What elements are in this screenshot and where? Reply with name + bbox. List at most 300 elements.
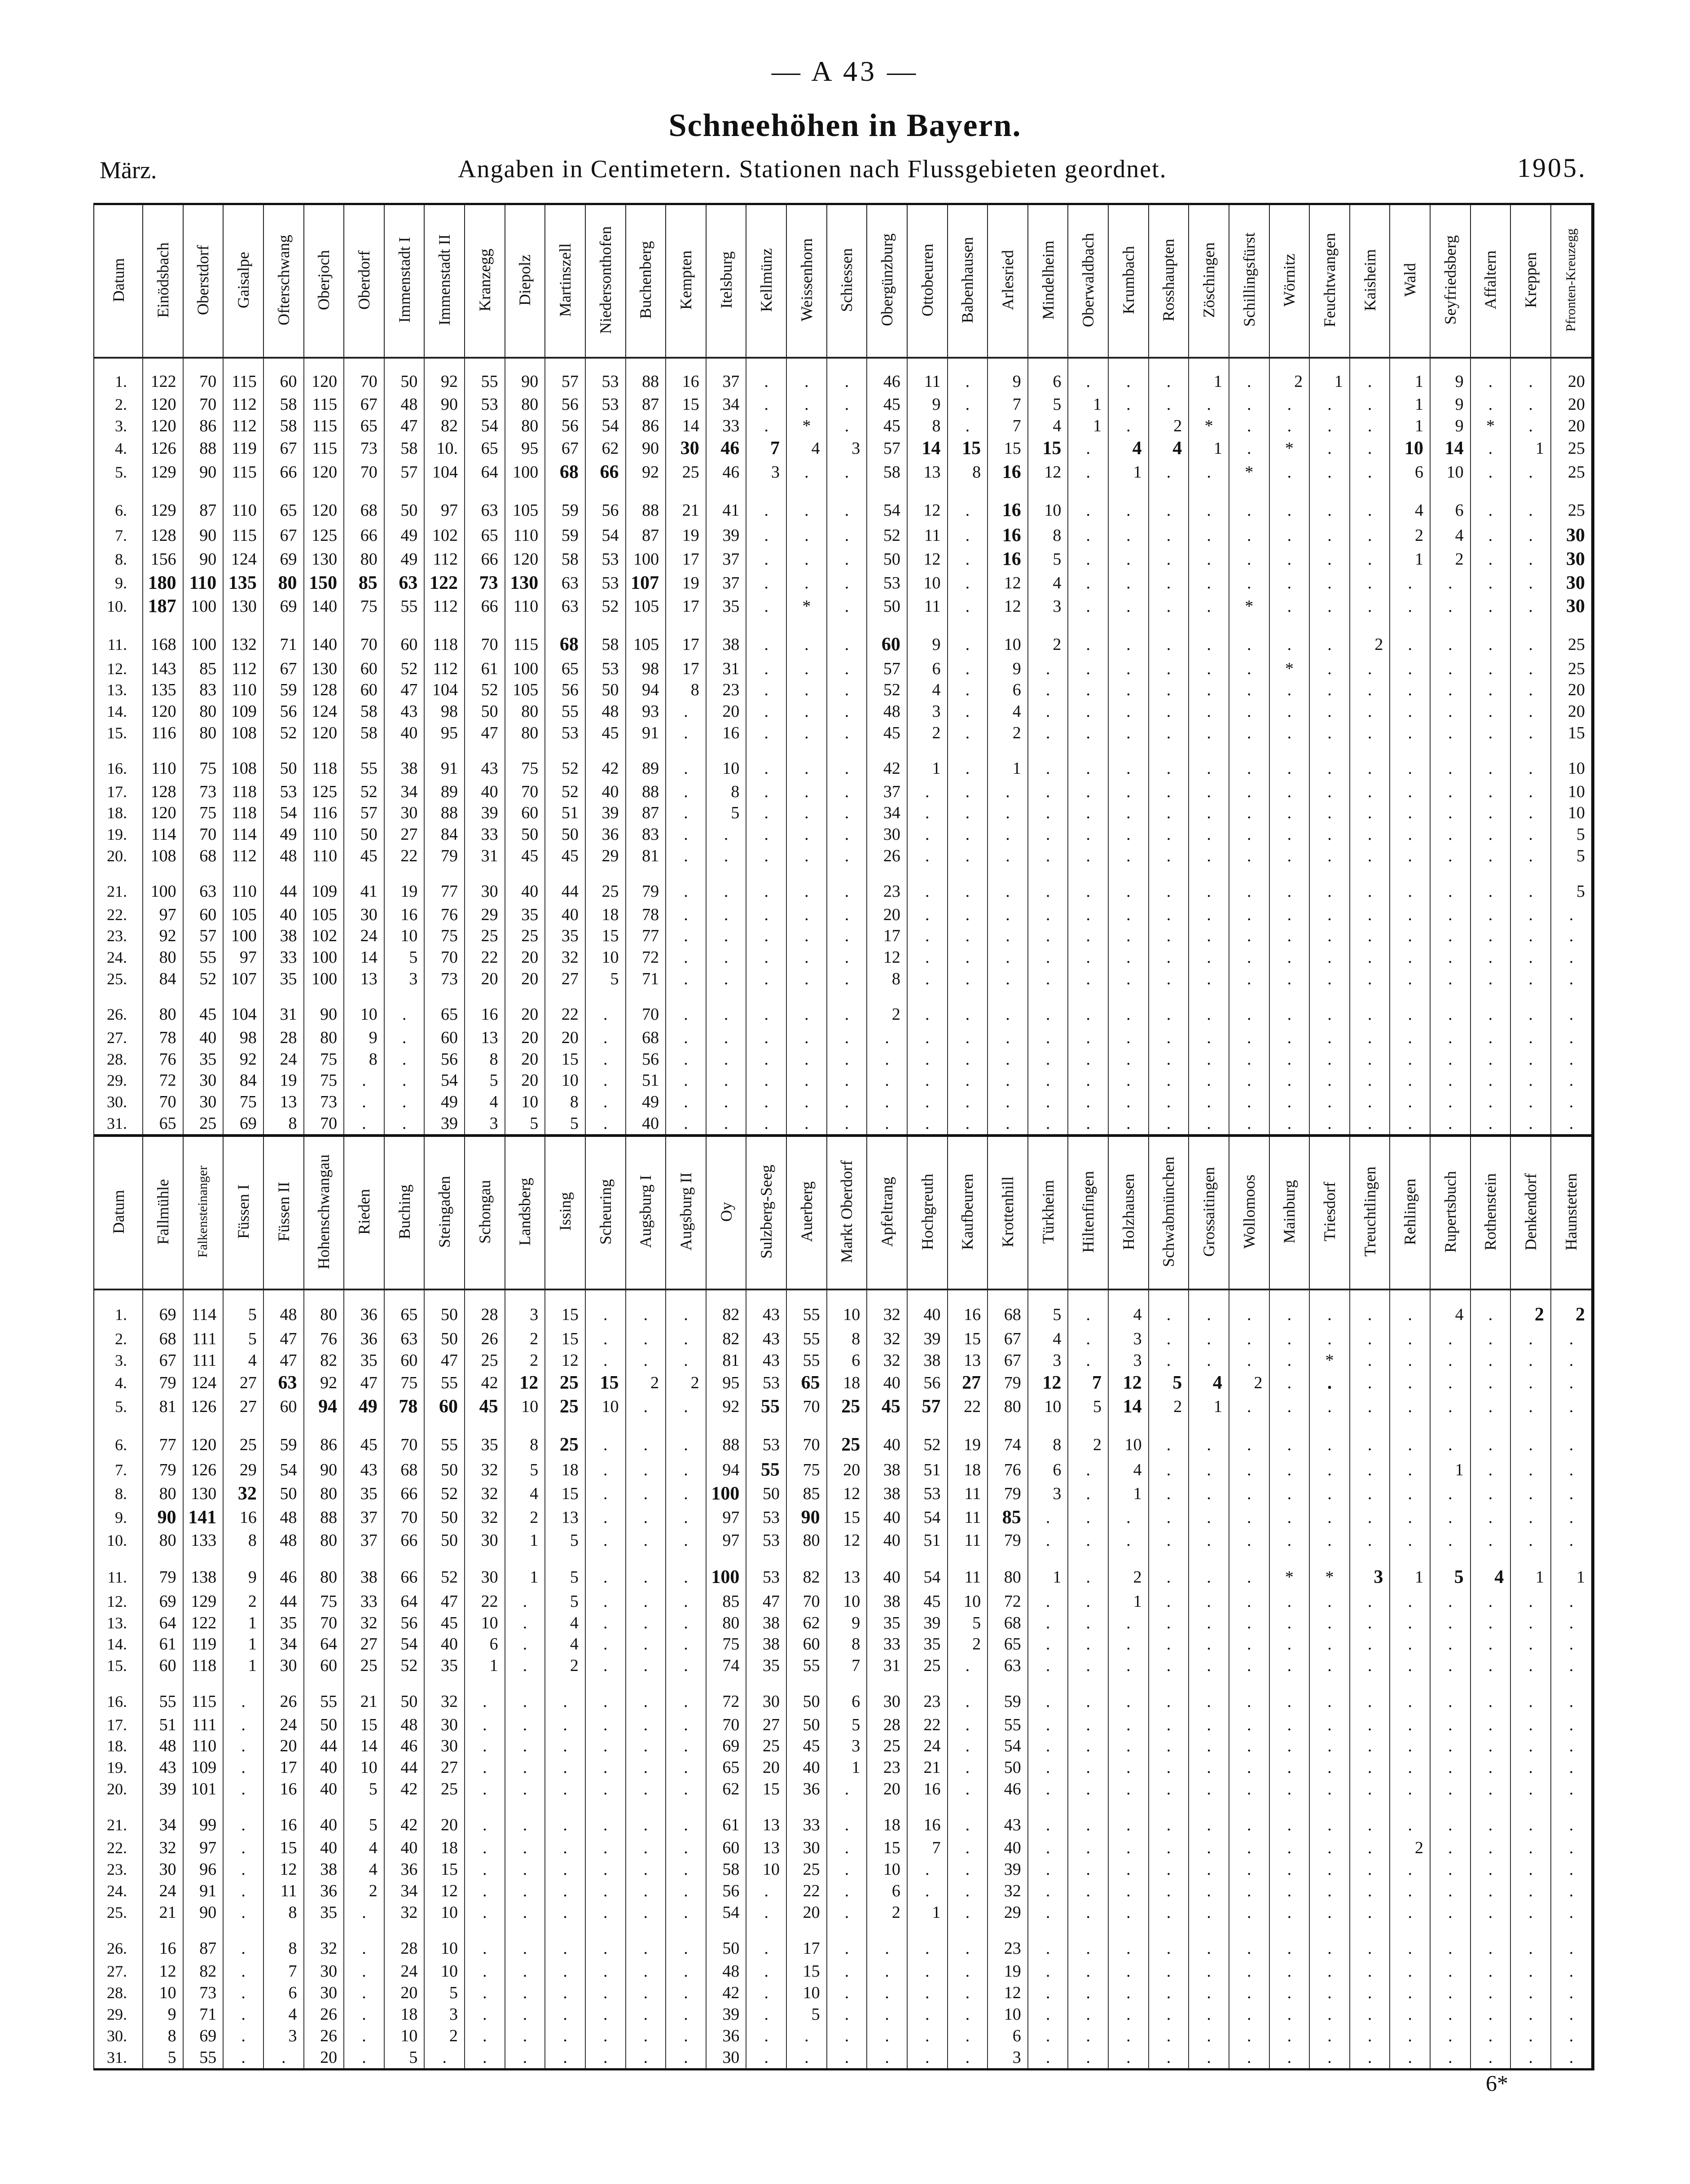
value-cell: 70 — [505, 781, 545, 803]
value-cell: . — [1068, 845, 1108, 867]
value-cell: . — [1269, 990, 1310, 1027]
value-cell: 63 — [545, 571, 585, 595]
value-cell: 22 — [907, 1714, 948, 1736]
value-cell: . — [827, 1070, 867, 1091]
value-cell: 1 — [1068, 415, 1108, 437]
value-cell: . — [1309, 1458, 1350, 1482]
value-cell: 53 — [746, 1418, 786, 1458]
value-cell: . — [988, 1113, 1028, 1134]
value-cell: . — [505, 1714, 545, 1736]
value-cell: . — [1028, 1048, 1068, 1070]
value-cell: . — [1189, 1902, 1229, 1923]
value-cell: 51 — [907, 1458, 948, 1482]
value-cell: . — [505, 1757, 545, 1778]
value-cell: . — [1430, 571, 1471, 595]
value-cell: . — [1350, 1800, 1390, 1837]
value-cell: . — [1510, 1530, 1551, 1551]
value-cell: . — [1510, 2004, 1551, 2025]
value-cell: . — [706, 1113, 746, 1134]
value-cell: 56 — [706, 1880, 746, 1902]
value-cell: . — [666, 1591, 706, 1612]
value-cell: 47 — [384, 680, 425, 701]
value-cell: . — [585, 1328, 626, 1350]
value-cell: . — [1430, 1506, 1471, 1530]
value-cell: . — [1350, 1655, 1390, 1676]
station-name: Kellmünz — [757, 248, 776, 312]
value-cell: 60 — [304, 1655, 344, 1676]
value-cell: 15 — [948, 1328, 988, 1350]
value-cell: . — [1108, 1923, 1149, 1960]
table-row — [94, 1350, 1591, 1371]
value-cell: . — [1390, 1027, 1430, 1048]
value-cell: . — [1229, 547, 1269, 571]
station-name: Rehlingen — [1401, 1178, 1419, 1245]
value-cell: 21 — [344, 1676, 384, 1714]
value-cell: . — [1149, 781, 1189, 803]
value-cell: 5 — [344, 1800, 384, 1837]
value-cell: . — [907, 1960, 948, 1982]
value-cell: . — [1269, 2025, 1310, 2047]
value-cell: 17 — [666, 595, 706, 618]
value-cell: 58 — [384, 437, 425, 460]
table-row — [94, 1328, 1591, 1350]
station-name: Immenstadt II — [435, 234, 454, 325]
value-cell: 29 — [465, 904, 505, 925]
value-cell: 30 — [1551, 571, 1591, 595]
value-cell: 75 — [304, 1070, 344, 1091]
date-cell: 16. — [107, 759, 127, 778]
value-cell: 80 — [143, 1530, 183, 1551]
value-cell: . — [1551, 1506, 1591, 1530]
value-cell: . — [948, 1027, 988, 1048]
value-cell: 19 — [948, 1418, 988, 1458]
value-cell: 49 — [344, 1395, 384, 1419]
date-cell: 28. — [107, 1050, 127, 1068]
value-cell: 85 — [183, 658, 224, 680]
value-cell: . — [1189, 1880, 1229, 1902]
value-cell: 80 — [183, 701, 224, 722]
value-cell: . — [867, 2047, 907, 2068]
station-column-header — [1471, 205, 1511, 358]
value-cell: . — [626, 1837, 666, 1859]
value-cell: 3 — [1108, 1328, 1149, 1350]
date-cell: 16. — [107, 1692, 127, 1710]
value-cell: . — [1510, 1482, 1551, 1506]
station-column-header — [666, 205, 706, 358]
value-cell: . — [786, 1070, 827, 1091]
value-cell: 43 — [384, 701, 425, 722]
value-cell: . — [1149, 1800, 1189, 1837]
value-cell: 5 — [585, 968, 626, 990]
value-cell: 12 — [867, 947, 907, 968]
value-cell: . — [1551, 1735, 1591, 1757]
station-column-header — [505, 205, 545, 358]
station-column-header — [626, 1137, 666, 1289]
value-cell: . — [1551, 1714, 1591, 1736]
value-cell: . — [585, 1048, 626, 1070]
value-cell: 100 — [143, 867, 183, 904]
value-cell: 49 — [263, 824, 304, 845]
value-cell: . — [1269, 1902, 1310, 1923]
value-cell: 5 — [1068, 1395, 1108, 1419]
station-name: Buching — [395, 1184, 413, 1239]
value-cell: . — [1350, 925, 1390, 947]
value-cell: . — [907, 1880, 948, 1902]
value-cell: . — [827, 845, 867, 867]
value-cell: 36 — [344, 1289, 384, 1328]
value-cell: . — [1068, 1778, 1108, 1800]
value-cell: 4 — [1189, 1371, 1229, 1395]
value-cell: . — [1269, 1482, 1310, 1506]
value-cell: . — [1068, 1091, 1108, 1113]
value-cell: 8 — [666, 680, 706, 701]
value-cell: 4 — [545, 1612, 585, 1634]
value-cell: 100 — [304, 947, 344, 968]
value-cell: . — [626, 1328, 666, 1350]
value-cell: . — [1068, 781, 1108, 803]
value-cell: 22 — [786, 1880, 827, 1902]
value-cell: 15 — [585, 1371, 626, 1395]
value-cell: 8 — [263, 1113, 304, 1134]
value-cell: 4 — [907, 680, 948, 701]
value-cell: 105 — [505, 680, 545, 701]
value-cell: . — [1350, 1880, 1390, 1902]
value-cell: . — [1028, 1091, 1068, 1113]
value-cell: 64 — [304, 1634, 344, 1655]
value-cell: 21 — [666, 484, 706, 524]
value-cell: . — [1269, 1289, 1310, 1328]
value-cell: . — [1471, 968, 1511, 990]
value-cell: 5 — [1028, 1289, 1068, 1328]
value-cell: . — [1309, 524, 1350, 548]
value-cell: . — [827, 824, 867, 845]
value-cell: . — [786, 1048, 827, 1070]
value-cell: 45 — [465, 1395, 505, 1419]
value-cell: 30 — [465, 1530, 505, 1551]
value-cell: . — [1471, 1982, 1511, 2004]
value-cell: 5 — [424, 1982, 465, 2004]
table-row — [94, 1837, 1591, 1859]
value-cell: . — [1269, 1676, 1310, 1714]
value-cell: 10 — [827, 1591, 867, 1612]
value-cell: 8 — [263, 1902, 304, 1923]
value-cell: 48 — [867, 701, 907, 722]
value-cell: 100 — [626, 547, 666, 571]
value-cell: 10 — [1028, 1395, 1068, 1419]
value-cell: 57 — [384, 460, 425, 484]
value-cell: . — [1551, 1591, 1591, 1612]
value-cell: . — [948, 722, 988, 744]
value-cell: 70 — [344, 618, 384, 658]
value-cell: 53 — [746, 1506, 786, 1530]
value-cell: 10 — [988, 2004, 1028, 2025]
value-cell: . — [1471, 925, 1511, 947]
value-cell: . — [827, 547, 867, 571]
value-cell: 102 — [424, 524, 465, 548]
value-cell: * — [1471, 415, 1511, 437]
value-cell: . — [786, 1091, 827, 1113]
station-name: Rupertsbuch — [1441, 1171, 1459, 1253]
value-cell: 21 — [143, 1902, 183, 1923]
value-cell: 13 — [746, 1800, 786, 1837]
station-column-header — [988, 1137, 1028, 1289]
date-cell: 20. — [107, 1780, 127, 1798]
value-cell: 120 — [143, 701, 183, 722]
value-cell: . — [1149, 394, 1189, 415]
value-cell: . — [1068, 1655, 1108, 1676]
value-cell: . — [1390, 2004, 1430, 2025]
value-cell: . — [1229, 904, 1269, 925]
value-cell: . — [746, 571, 786, 595]
value-cell: . — [746, 2004, 786, 2025]
value-cell: . — [1510, 358, 1551, 394]
value-cell: 57 — [183, 925, 224, 947]
value-cell: . — [626, 1350, 666, 1371]
value-cell: . — [666, 1982, 706, 2004]
value-cell: . — [907, 947, 948, 968]
value-cell: . — [1269, 701, 1310, 722]
value-cell: . — [1510, 1027, 1551, 1048]
value-cell: 63 — [465, 484, 505, 524]
station-name: Falkensteinanger — [195, 1166, 211, 1258]
value-cell: . — [666, 1048, 706, 1070]
table-row — [94, 571, 1591, 595]
value-cell: . — [786, 947, 827, 968]
value-cell: . — [666, 722, 706, 744]
value-cell: 54 — [465, 415, 505, 437]
value-cell: . — [1189, 2047, 1229, 2068]
table-row — [94, 1458, 1591, 1482]
value-cell: . — [585, 2004, 626, 2025]
station-name: Gaisalpe — [234, 251, 253, 308]
value-cell: . — [666, 1612, 706, 1634]
value-cell: . — [1430, 2047, 1471, 2068]
value-cell: . — [1309, 845, 1350, 867]
value-cell: . — [1551, 968, 1591, 990]
value-cell: 1 — [1028, 1551, 1068, 1590]
value-cell: 141 — [183, 1506, 224, 1530]
value-cell: . — [1309, 415, 1350, 437]
value-cell: 32 — [465, 1482, 505, 1506]
value-cell: . — [465, 1837, 505, 1859]
value-cell: 10 — [344, 990, 384, 1027]
value-cell: . — [1149, 722, 1189, 744]
value-cell: 10 — [1108, 1418, 1149, 1458]
value-cell: 88 — [424, 803, 465, 824]
value-cell: . — [666, 1458, 706, 1482]
value-cell: 8 — [223, 1530, 263, 1551]
value-cell: . — [1350, 990, 1390, 1027]
value-cell: . — [1471, 1859, 1511, 1880]
station-column-header — [666, 1137, 706, 1289]
table-row — [94, 2025, 1591, 2047]
station-column-header — [143, 1137, 183, 1289]
value-cell: 78 — [626, 904, 666, 925]
value-cell: 107 — [223, 968, 263, 990]
value-cell: . — [1068, 2047, 1108, 2068]
table-row — [94, 1757, 1591, 1778]
value-cell: 1 — [223, 1655, 263, 1676]
value-cell: 30 — [786, 1837, 827, 1859]
value-cell: . — [585, 1714, 626, 1736]
value-cell: 19 — [384, 867, 425, 904]
value-cell: 95 — [706, 1371, 746, 1395]
value-cell: . — [1269, 1655, 1310, 1676]
value-cell: . — [988, 1048, 1028, 1070]
value-cell: . — [1471, 437, 1511, 460]
value-cell: 39 — [988, 1859, 1028, 1880]
value-cell: 6 — [465, 1634, 505, 1655]
value-cell: 60 — [786, 1634, 827, 1655]
value-cell: . — [1471, 845, 1511, 867]
value-cell: 70 — [344, 460, 384, 484]
value-cell: * — [1269, 658, 1310, 680]
table-row — [94, 781, 1591, 803]
value-cell: . — [1350, 2047, 1390, 2068]
value-cell: 8 — [344, 1048, 384, 1070]
value-cell: 92 — [424, 358, 465, 394]
value-cell: 8 — [1028, 524, 1068, 548]
value-cell: . — [223, 1735, 263, 1757]
value-cell: 2 — [1510, 1289, 1551, 1328]
value-cell: . — [1309, 1418, 1350, 1458]
table-row — [94, 394, 1591, 415]
value-cell: . — [1430, 1350, 1471, 1371]
value-cell: 5 — [545, 1591, 585, 1612]
value-cell: . — [1471, 1800, 1511, 1837]
value-cell: . — [907, 824, 948, 845]
value-cell: . — [1430, 1757, 1471, 1778]
value-cell: 6 — [827, 1350, 867, 1371]
date-cell: 22. — [107, 1839, 127, 1857]
value-cell: 83 — [626, 824, 666, 845]
value-cell: . — [1510, 803, 1551, 824]
value-cell: 39 — [907, 1328, 948, 1350]
value-cell: 65 — [143, 1113, 183, 1134]
station-name: Oberjoch — [315, 250, 333, 310]
table-row — [94, 824, 1591, 845]
value-cell: 34 — [143, 1800, 183, 1837]
value-cell: . — [1510, 947, 1551, 968]
value-cell: . — [1028, 1960, 1068, 1982]
value-cell: . — [505, 1735, 545, 1757]
value-cell: 21 — [907, 1757, 948, 1778]
value-cell: 28 — [384, 1923, 425, 1960]
value-cell: . — [1189, 2004, 1229, 2025]
value-cell: . — [545, 2047, 585, 2068]
value-cell: 54 — [424, 1070, 465, 1091]
value-cell: 29 — [223, 1458, 263, 1482]
value-cell: 3 — [746, 460, 786, 484]
value-cell: . — [1189, 990, 1229, 1027]
value-cell: 67 — [263, 524, 304, 548]
value-cell: 6 — [263, 1982, 304, 2004]
value-cell: . — [1189, 547, 1229, 571]
station-column-header — [465, 1137, 505, 1289]
value-cell: 13 — [545, 1506, 585, 1530]
value-cell: 8 — [867, 968, 907, 990]
station-column-header — [1551, 1137, 1591, 1289]
value-cell: . — [988, 990, 1028, 1027]
value-cell: . — [988, 824, 1028, 845]
value-cell: . — [1471, 904, 1511, 925]
station-column-header — [344, 205, 384, 358]
value-cell: . — [1430, 1482, 1471, 1506]
value-cell: 55 — [344, 744, 384, 781]
value-cell: . — [263, 2047, 304, 2068]
value-cell: 97 — [143, 904, 183, 925]
value-cell: 80 — [706, 1612, 746, 1634]
value-cell: 24 — [384, 1960, 425, 1982]
value-cell: . — [1309, 1591, 1350, 1612]
station-name: Oberwaldbach — [1079, 232, 1097, 327]
value-cell: 10 — [384, 2025, 425, 2047]
value-cell: . — [1551, 1655, 1591, 1676]
value-cell: . — [1390, 824, 1430, 845]
value-cell: 15 — [948, 437, 988, 460]
value-cell: 56 — [626, 1048, 666, 1070]
value-cell: 50 — [424, 1289, 465, 1328]
value-cell: 52 — [867, 680, 907, 701]
value-cell: 73 — [183, 1982, 224, 2004]
value-cell: 111 — [183, 1328, 224, 1350]
value-cell: . — [1471, 2025, 1511, 2047]
station-column-header — [1471, 1137, 1511, 1289]
value-cell: 30 — [746, 1676, 786, 1714]
value-cell: . — [1471, 803, 1511, 824]
value-cell: . — [827, 968, 867, 990]
value-cell: 54 — [867, 484, 907, 524]
value-cell: . — [1068, 1923, 1108, 1960]
table-row — [94, 1735, 1591, 1757]
value-cell: 80 — [304, 1530, 344, 1551]
value-cell: . — [827, 1902, 867, 1923]
value-cell: . — [1028, 744, 1068, 781]
value-cell: 128 — [304, 680, 344, 701]
station-name: Schwabmünchen — [1159, 1156, 1178, 1267]
value-cell: 39 — [585, 803, 626, 824]
value-cell: . — [1269, 2004, 1310, 2025]
value-cell: 116 — [304, 803, 344, 824]
value-cell: 15 — [746, 1778, 786, 1800]
value-cell: . — [223, 1714, 263, 1736]
value-cell: 9 — [223, 1551, 263, 1590]
value-cell: 45 — [585, 722, 626, 744]
value-cell: . — [1229, 1458, 1269, 1482]
value-cell: 89 — [424, 781, 465, 803]
value-cell: 72 — [706, 1676, 746, 1714]
value-cell: . — [1551, 1113, 1591, 1134]
date-cell: 14. — [107, 1635, 127, 1653]
value-cell: . — [1189, 1482, 1229, 1506]
value-cell: 80 — [505, 415, 545, 437]
value-cell: 95 — [505, 437, 545, 460]
value-cell: 16 — [988, 547, 1028, 571]
value-cell: 4 — [988, 701, 1028, 722]
value-cell: . — [1471, 867, 1511, 904]
value-cell: . — [465, 1923, 505, 1960]
value-cell: . — [585, 1923, 626, 1960]
value-cell: . — [1149, 1778, 1189, 1800]
value-cell: 75 — [344, 595, 384, 618]
value-cell: . — [666, 1902, 706, 1923]
value-cell: 11 — [948, 1482, 988, 1506]
value-cell: . — [1309, 1960, 1350, 1982]
value-cell: 138 — [183, 1551, 224, 1590]
value-cell: . — [666, 1960, 706, 1982]
value-cell: . — [1390, 1960, 1430, 1982]
value-cell: . — [1471, 1655, 1511, 1676]
